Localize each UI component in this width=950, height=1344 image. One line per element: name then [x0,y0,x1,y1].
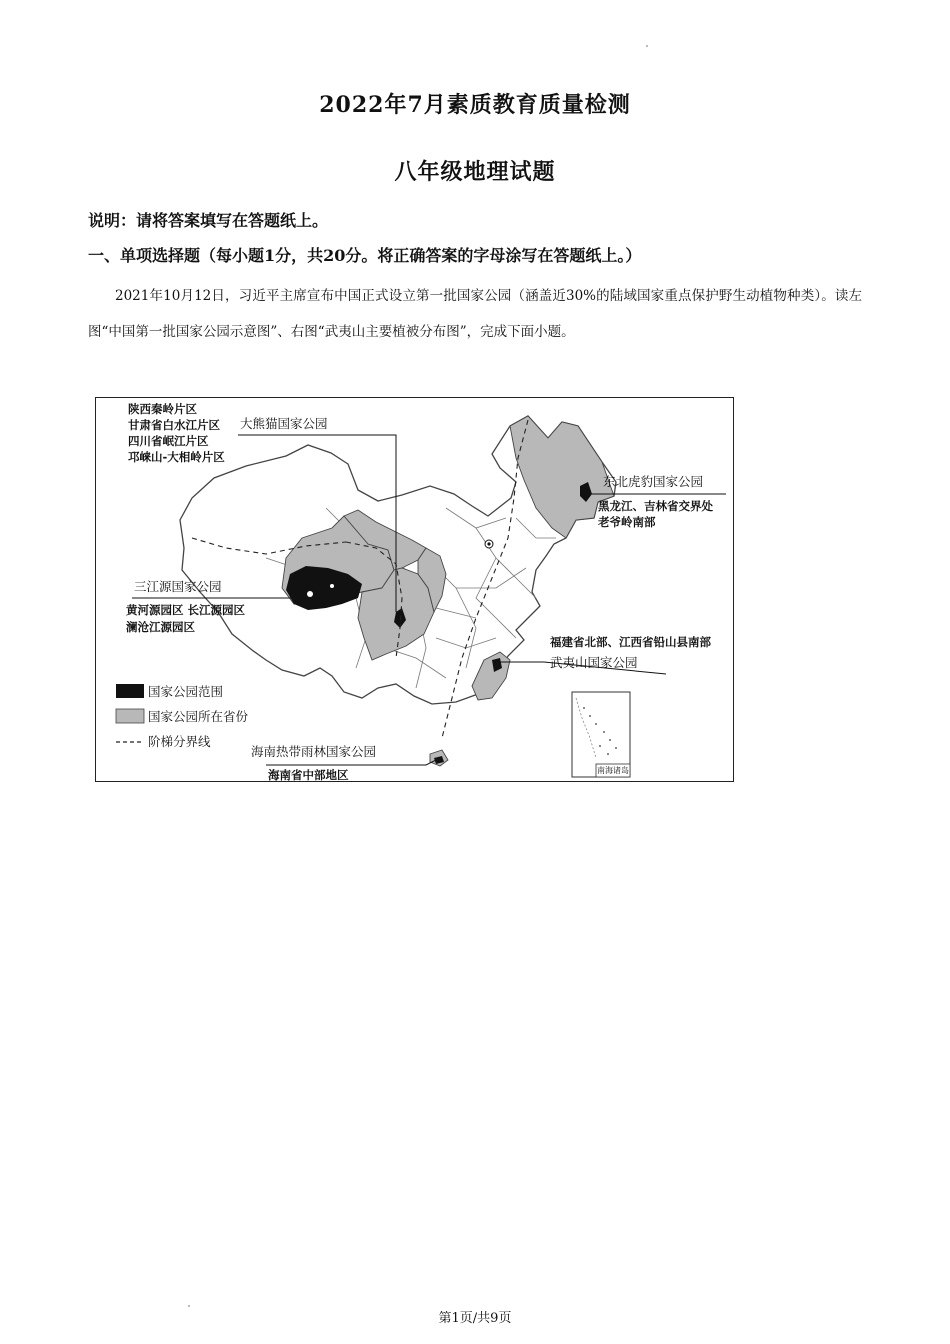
legend-park-label: 国家公园范围 [148,684,224,699]
exam-title: 2022年7月素质教育质量检测 [319,92,631,118]
national-parks-map [95,397,734,782]
wuyishan-park-name: 武夷山国家公园 [550,655,638,670]
sanjiangyuan-park-name: 三江源国家公园 [134,579,222,594]
panda-area-4: 邛崃山-大相岭片区 [128,450,225,464]
section-heading: 一、单项选择题（每小题1分，共20分。将正确答案的字母涂写在答题纸上。） [88,246,642,265]
scan-speck [646,45,648,47]
panda-park-name: 大熊猫国家公园 [240,416,328,431]
panda-area-2: 甘肃省白水江片区 [128,418,220,432]
hainan-park-name: 海南热带雨林国家公园 [251,744,377,759]
question-intro: 2021年10月12日，习近平主席宣布中国正式设立第一批国家公园（涵盖近30%的陆域国家重点保护野生动植物种类）。读左图“中国第一批国家公园示意图”、右图“武夷山主要植被分布图”，完成下面小题。 [88,288,862,340]
wuyishan-area: 福建省北部、江西省铅山县南部 [550,635,711,649]
exam-subtitle: 八年级地理试题 [394,159,556,185]
sanjiangyuan-area-1: 黄河源园区 长江源园区 [126,603,246,617]
panda-area-1: 陕西秦岭片区 [128,402,197,416]
instruction-note: 说明：请将答案填写在答题纸上。 [88,211,329,230]
sanjiangyuan-area-2: 澜沧江源园区 [126,620,195,634]
hainan-area: 海南省中部地区 [268,768,349,782]
legend-boundary-label: 阶梯分界线 [148,734,211,749]
legend-province-swatch [116,709,144,723]
legend-province-label: 国家公园所在省份 [148,709,249,724]
tiger-area-1: 黑龙江、吉林省交界处 [598,499,713,513]
page-footer: 第1页/共9页 [438,1311,512,1326]
tiger-park-name: 东北虎豹国家公园 [603,474,704,489]
inset-label: 南海诸岛 [597,766,629,775]
panda-area-3: 四川省岷江片区 [128,434,209,448]
scan-speck-2 [188,1305,190,1307]
tiger-area-2: 老爷岭南部 [598,515,656,529]
legend-park-swatch [116,684,144,698]
